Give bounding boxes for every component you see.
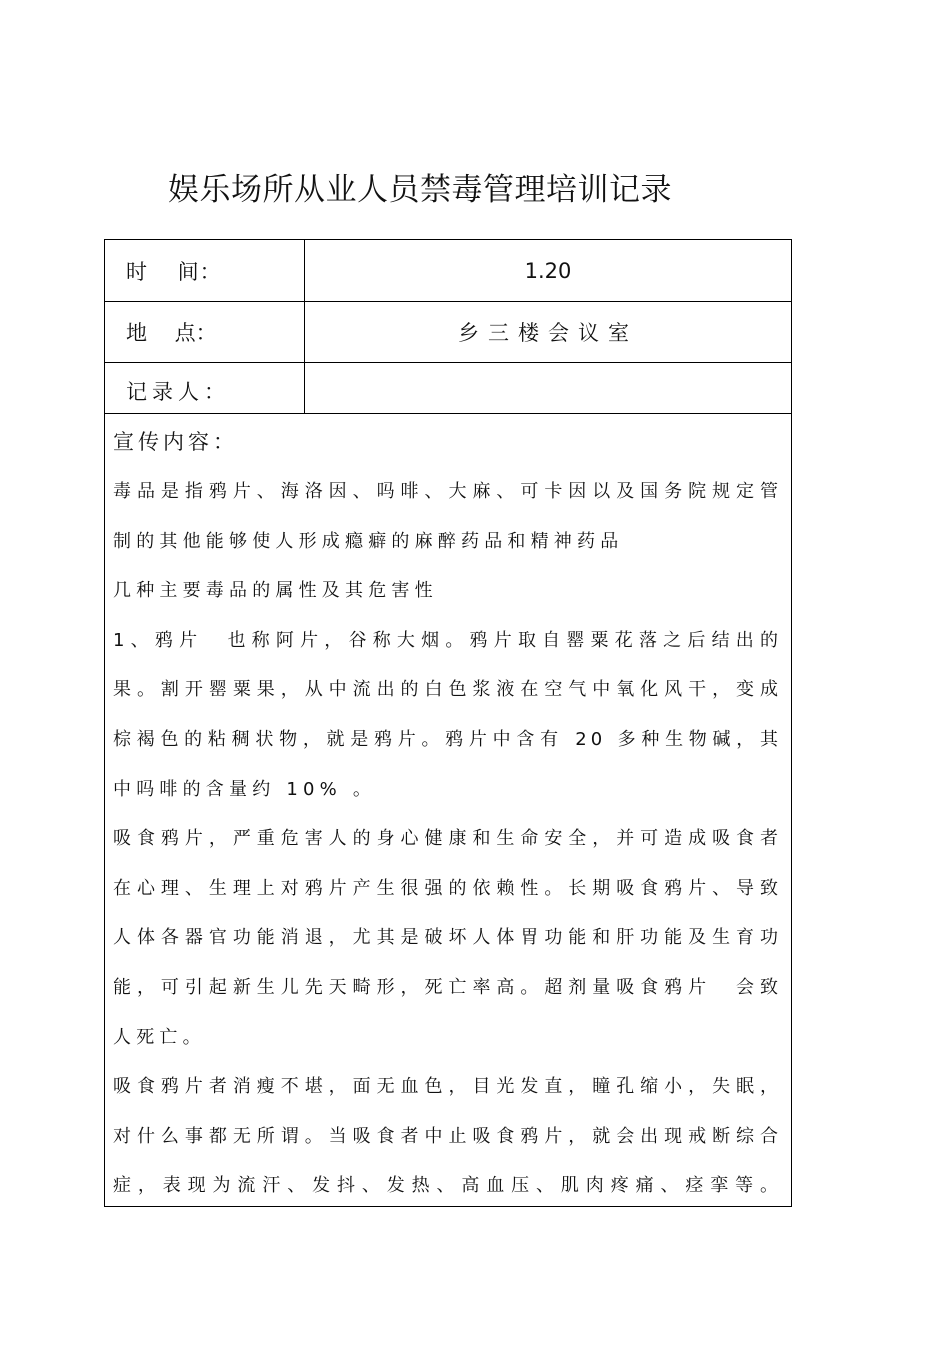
time-value: 1.20 (524, 258, 572, 283)
content-line: 1、鸦片 也称阿片，谷称大烟。鸦片取自罂粟花落之后结出的 (113, 629, 782, 651)
content-line: 对什么事都无所谓。当吸食者中止吸食鸦片，就会出现戒断综合 (113, 1125, 782, 1147)
recorder-value (305, 363, 791, 413)
time-row (105, 240, 791, 302)
content-line: 果。割开罂粟果，从中流出的白色浆液在空气中氧化风干，变成 (113, 679, 782, 701)
content-line: 吸食鸦片，严重危害人的身心健康和生命安全，并可造成吸食者 (113, 828, 782, 850)
content-line: 棕褐色的粘稠状物，就是鸦片。鸦片中含有 20 多种生物碱，其 (113, 728, 782, 750)
recorder-row (105, 363, 791, 414)
content-line: 人死亡。 (113, 1026, 206, 1048)
place-row (105, 302, 791, 363)
content-line: 几种主要毒品的属性及其危害性 (113, 580, 438, 602)
content-line: 在心理、生理上对鸦片产生很强的依赖性。长期吸食鸦片、导致 (113, 877, 782, 899)
place-value: 乡三楼会议室 (458, 321, 638, 345)
place-label: 地 点： (105, 302, 305, 362)
content-line: 症，表现为流汗、发抖、发热、高血压、肌肉疼痛、痉挛等。 (113, 1175, 782, 1197)
content-line: 吸食鸦片者消瘦不堪，面无血色，目光发直，瞳孔缩小，失眠， (113, 1076, 782, 1098)
content-line: 中吗啡的含量约 10% 。 (113, 778, 377, 800)
content-line: 能，可引起新生儿先天畸形，死亡率高。超剂量吸食鸦片 会致 (113, 976, 782, 998)
content-lines (113, 467, 782, 1211)
content-heading: 宣传内容： (113, 430, 238, 454)
document-title: 娱乐场所从业人员禁毒管理培训记录 (168, 172, 672, 208)
recorder-label: 记录人： (105, 363, 305, 413)
content-line: 人体各器官功能消退，尤其是破坏人体胃功能和肝功能及生育功 (113, 927, 782, 949)
training-content-cell (105, 414, 791, 1211)
content-line: 毒品是指鸦片、海洛因、吗啡、大麻、可卡因以及国务院规定管 (113, 481, 782, 502)
content-line: 制的其他能够使人形成瘾癖的麻醉药品和精神药品 (113, 530, 624, 552)
time-label: 时 间： (105, 240, 305, 301)
training-record-table (104, 239, 792, 1207)
